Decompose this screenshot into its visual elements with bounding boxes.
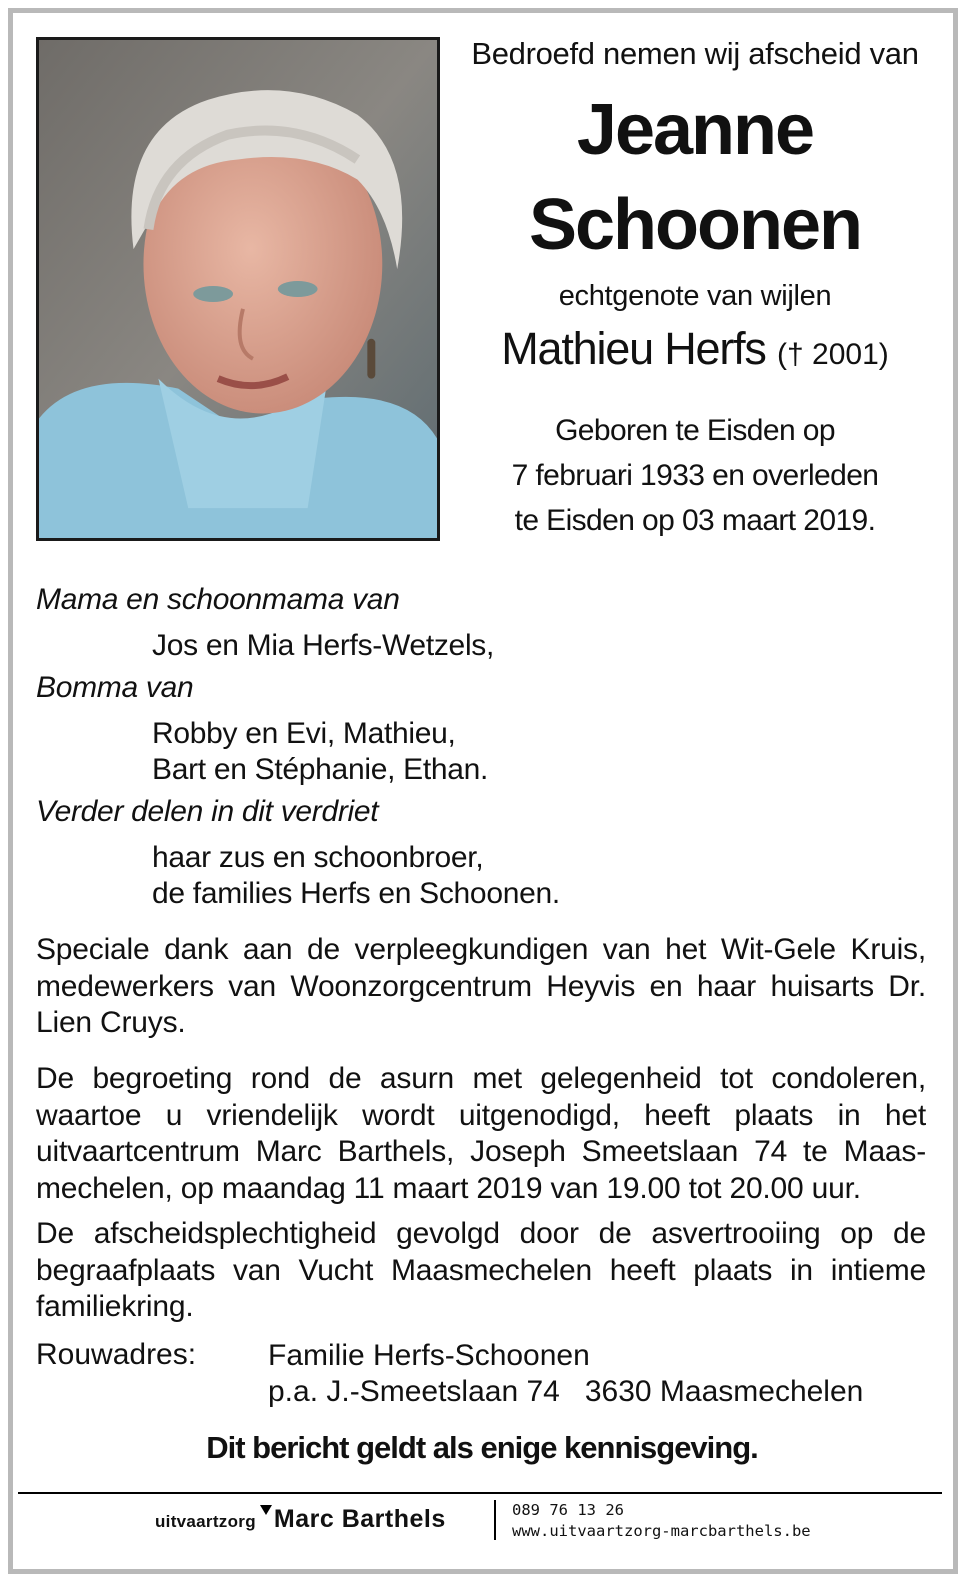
portrait-icon <box>39 40 437 538</box>
spouse-name: Mathieu Herfs <box>501 323 766 374</box>
triangle-icon <box>260 1505 272 1515</box>
spouse-death-year: († 2001) <box>777 338 889 371</box>
notice-text: Dit bericht geldt als enige kennisgeving. <box>206 1430 758 1465</box>
bomma-names <box>152 716 488 788</box>
rouwadres-line: p.a. J.-Smeetslaan 74 3630 Maasmechelen <box>268 1375 864 1408</box>
footer-divider <box>18 1492 942 1494</box>
family-name-line: de families Herfs en Schoonen. <box>152 877 560 910</box>
spouse-label: echtgenote van wijlen <box>558 280 832 312</box>
bomma-label: Bomma van <box>36 671 194 704</box>
born-line: Geboren te Eisden op <box>555 414 835 447</box>
mama-label: Mama en schoonmama van <box>36 583 400 616</box>
brand-small-text: uitvaartzorg <box>155 1512 256 1531</box>
rouwadres-label: Rouwadres: <box>36 1338 197 1371</box>
thanks-paragraph: Speciale dank aan de verpleegkundigen van het Wit-Gele Kruis, medewerkers van Woonzorgcentrum Heyvis en haar huisarts Dr. Lien Cruys. <box>36 933 926 1039</box>
born-line: te Eisden op 03 maart 2019. <box>514 504 876 537</box>
deceased-last-name: Schoonen <box>528 185 861 265</box>
greeting-paragraph: De begroeting rond de asurn met gelegenheid tot condoleren, waartoe u vriendelijk wordt uitgenodigd, heeft plaats in het uitvaartcentrum Marc Barthels, Joseph Smeetslaan 74 te Maas-mechelen, op maandag 11 maart 2019 van 19.00 tot 20.00 uur. <box>36 1062 926 1205</box>
portrait-photo <box>36 37 440 541</box>
website-link[interactable]: www.uitvaartzorg-marcbarthels.be <box>512 1522 811 1540</box>
phone-number: 089 76 13 26 <box>512 1501 624 1519</box>
verder-label: Verder delen in dit verdriet <box>36 795 379 828</box>
family-name-line: haar zus en schoonbroer, <box>152 841 484 874</box>
brand-name: Marc Barthels <box>273 1505 446 1533</box>
family-name-line: Robby en Evi, Mathieu, <box>152 717 456 750</box>
footer-separator <box>494 1500 496 1540</box>
spouse-name-line <box>455 320 935 384</box>
family-name-line: Jos en Mia Herfs-Wetzels, <box>152 629 495 662</box>
funeral-home-logo <box>155 1505 446 1534</box>
footer-contact <box>512 1500 811 1542</box>
born-line: 7 februari 1933 en overleden <box>511 459 879 492</box>
intro-text: Bedroefd nemen wij afscheid van <box>471 36 919 71</box>
ceremony-paragraph: De afscheidsplechtigheid gevolgd door de asvertrooiing op de begraafplaats van Vucht Maasmechelen heeft plaats in intieme familiekring. <box>36 1217 926 1323</box>
deceased-first-name: Jeanne <box>576 90 814 170</box>
rouwadres-line: Familie Herfs-Schoonen <box>268 1339 590 1372</box>
family-name-line: Bart en Stéphanie, Ethan. <box>152 753 489 786</box>
mama-names <box>152 628 494 664</box>
rouwadres-address <box>268 1338 863 1410</box>
verder-names <box>152 840 560 912</box>
birth-death-text <box>455 408 935 543</box>
